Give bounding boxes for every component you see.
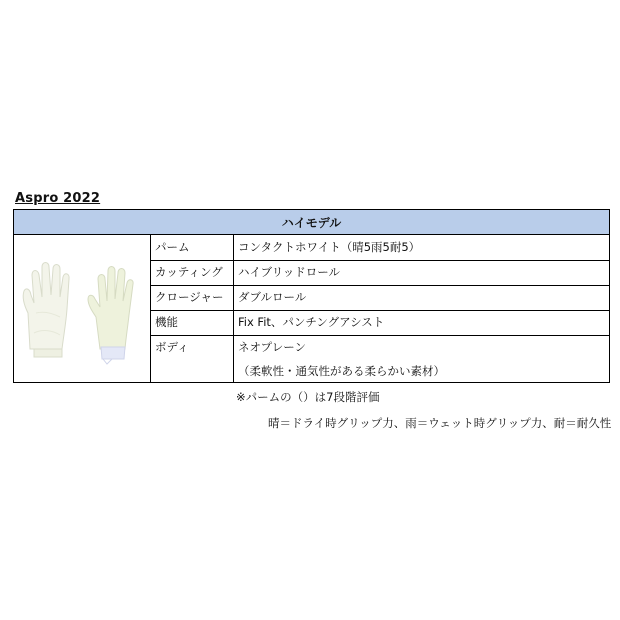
table-header: ハイモデル [14,210,609,235]
product-title: Aspro 2022 [15,191,101,206]
row-label-closure: クロージャー [155,290,224,304]
row-label-body: ボディ [155,340,189,354]
glove-image-cell [14,235,151,382]
row-divider [151,285,609,286]
spec-table [13,209,610,383]
rating-legend-note: 晴＝ドライ時グリップ力、雨＝ウェット時グリップ力、耐＝耐久性 [268,416,612,430]
row-value-features: Fix Fit、パンチングアシスト [238,315,385,329]
row-value-body: ネオプレーン [238,340,306,354]
palm-rating-note: ※パームの（）は7段階評価 [236,390,380,404]
row-label-cutting: カッティング [155,265,223,279]
row-value-palm: コンタクトホワイト（晴5雨5耐5） [238,240,421,254]
row-value-body-detail: （柔軟性・通気性がある柔らかい素材） [238,364,445,378]
goalkeeper-gloves-image [16,253,146,365]
row-divider [151,310,609,311]
row-divider [151,260,609,261]
row-divider [151,335,609,336]
row-label-palm: パーム [155,240,190,254]
row-value-closure: ダブルロール [238,290,307,304]
row-label-features: 機能 [155,315,178,329]
row-value-cutting: ハイブリッドロール [238,265,341,279]
label-column [151,235,234,382]
